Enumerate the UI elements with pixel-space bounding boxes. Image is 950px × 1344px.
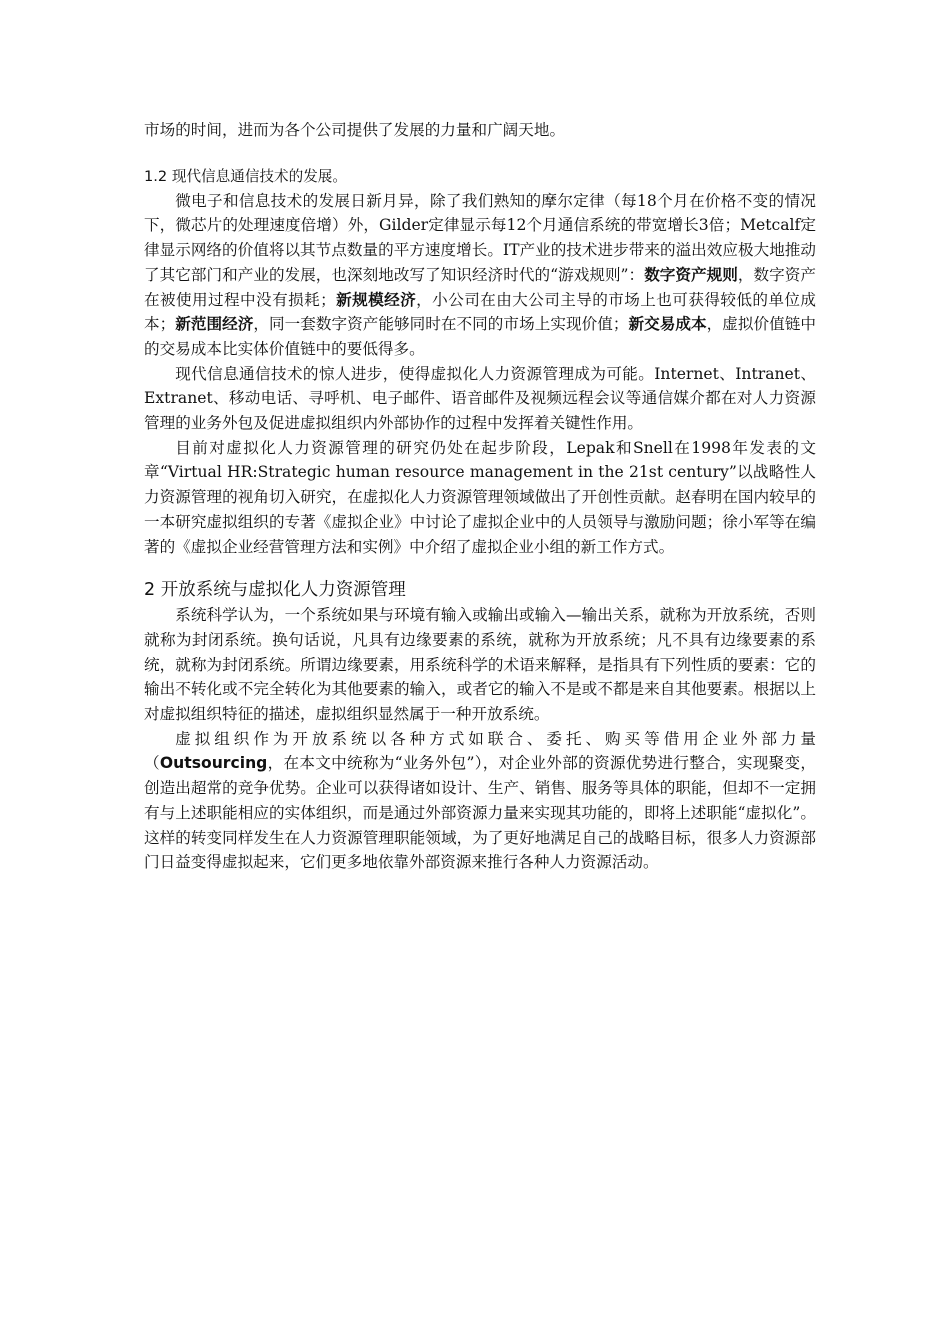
text-run: ，同一套数字资产能够同时在不同的市场上实现价值； (253, 315, 629, 334)
document-page (144, 118, 816, 875)
section-2-heading: 2 开放系统与虚拟化人力资源管理 (144, 580, 406, 601)
section-1-2-paragraph-2: 现代信息通信技术的惊人进步，使得虚拟化人力资源管理成为可能。Internet、Intranet、Extranet、移动电话、寻呼机、电子邮件、语音邮件及视频远程会议等通信媒介都在对人力资源管理的业务外包及促进虚拟组织内外部协作的过程中发挥着关键性作用。 (144, 364, 816, 433)
section-2-paragraph-2 (144, 727, 816, 875)
text-run: 虚拟组织作为开放系统以各种方式如联合、委托、购买等借用企业外部力量（ (144, 729, 816, 773)
text-run: 微电子和信息技术的发展日新月异，除了我们熟知的摩尔定律（每18个月在价格不变的情况下，微芯片的处理速度倍增）外，Gilder定律显示每12个月通信系统的带宽增长3倍；Metcalf定律显示网络的价值将以其节点数量的平方速度增长。IT产业的技术进步带来的溢出效应极大地推动了其它部门和产业的发展，也深刻地改写了知识经济时代的“游戏规则”： (144, 191, 816, 284)
bold-term-new-scale-economy: 新规模经济 (335, 290, 417, 309)
text-run: ，数字资产在被使用过程中没有损耗； (144, 265, 816, 309)
bold-term-new-transaction-cost: 新交易成本 (628, 315, 707, 334)
text-run: ，在本文中统称为“业务外包”），对企业外部的资源优势进行整合，实现聚变，创造出超常的竞争优势。企业可以获得诸如设计、生产、销售、服务等具体的职能，但却不一定拥有与上述职能相应的实体组织，而是通过外部资源力量来实现其功能的，即将上述职能“虚拟化”。这样的转变同样发生在人力资源管理职能领域，为了更好地满足自己的战略目标，很多人力资源部门日益变得虚拟起来，它们更多地依靠外部资源来推行各种人力资源活动。 (144, 754, 816, 872)
section-2-paragraph-1: 系统科学认为，一个系统如果与环境有输入或输出或输入—输出关系，就称为开放系统，否则就称为封闭系统。换句话说，凡具有边缘要素的系统，就称为开放系统；凡不具有边缘要素的系统，就称为封闭系统。所谓边缘要素，用系统科学的术语来解释，是指具有下列性质的要素：它的输出不转化或不完全转化为其他要素的输入，或者它的输入不是或不都是来自其他要素。根据以上对虚拟组织特征的描述，虚拟组织显然属于一种开放系统。 (144, 606, 816, 724)
section-1-2-paragraph-1 (144, 189, 816, 362)
intro-paragraph: 市场的时间，进而为各个公司提供了发展的力量和广阔天地。 (144, 121, 566, 139)
bold-term-outsourcing: Outsourcing (159, 754, 268, 773)
text-run: ，虚拟价值链中的交易成本比实体价值链中的要低得多。 (144, 315, 816, 358)
section-1-2-heading: 1.2 现代信息通信技术的发展。 (144, 167, 347, 185)
bold-term-digital-asset-rule: 数字资产规则 (644, 265, 738, 284)
section-1-2-paragraph-3: 目前对虚拟化人力资源管理的研究仍处在起步阶段，Lepak和Snell在1998年发表的文章“Virtual HR:Strategic human resource management in the 21st century”以战略性人力资源管理的视角切入研究，在虚拟化人力资源管理领域做出了开创性贡献。赵春明在国内较早的一本研究虚拟组织的专著《虚拟企业》中讨论了虚拟企业中的人员领导与激励问题；徐小军等在编著的《虚拟企业经营管理方法和实例》中介绍了虚拟企业小组的新工作方式。 (144, 438, 816, 556)
text-run: ，小公司在由大公司主导的市场上也可获得较低的单位成本； (144, 290, 816, 334)
bold-term-new-scope-economy: 新范围经济 (175, 315, 254, 334)
